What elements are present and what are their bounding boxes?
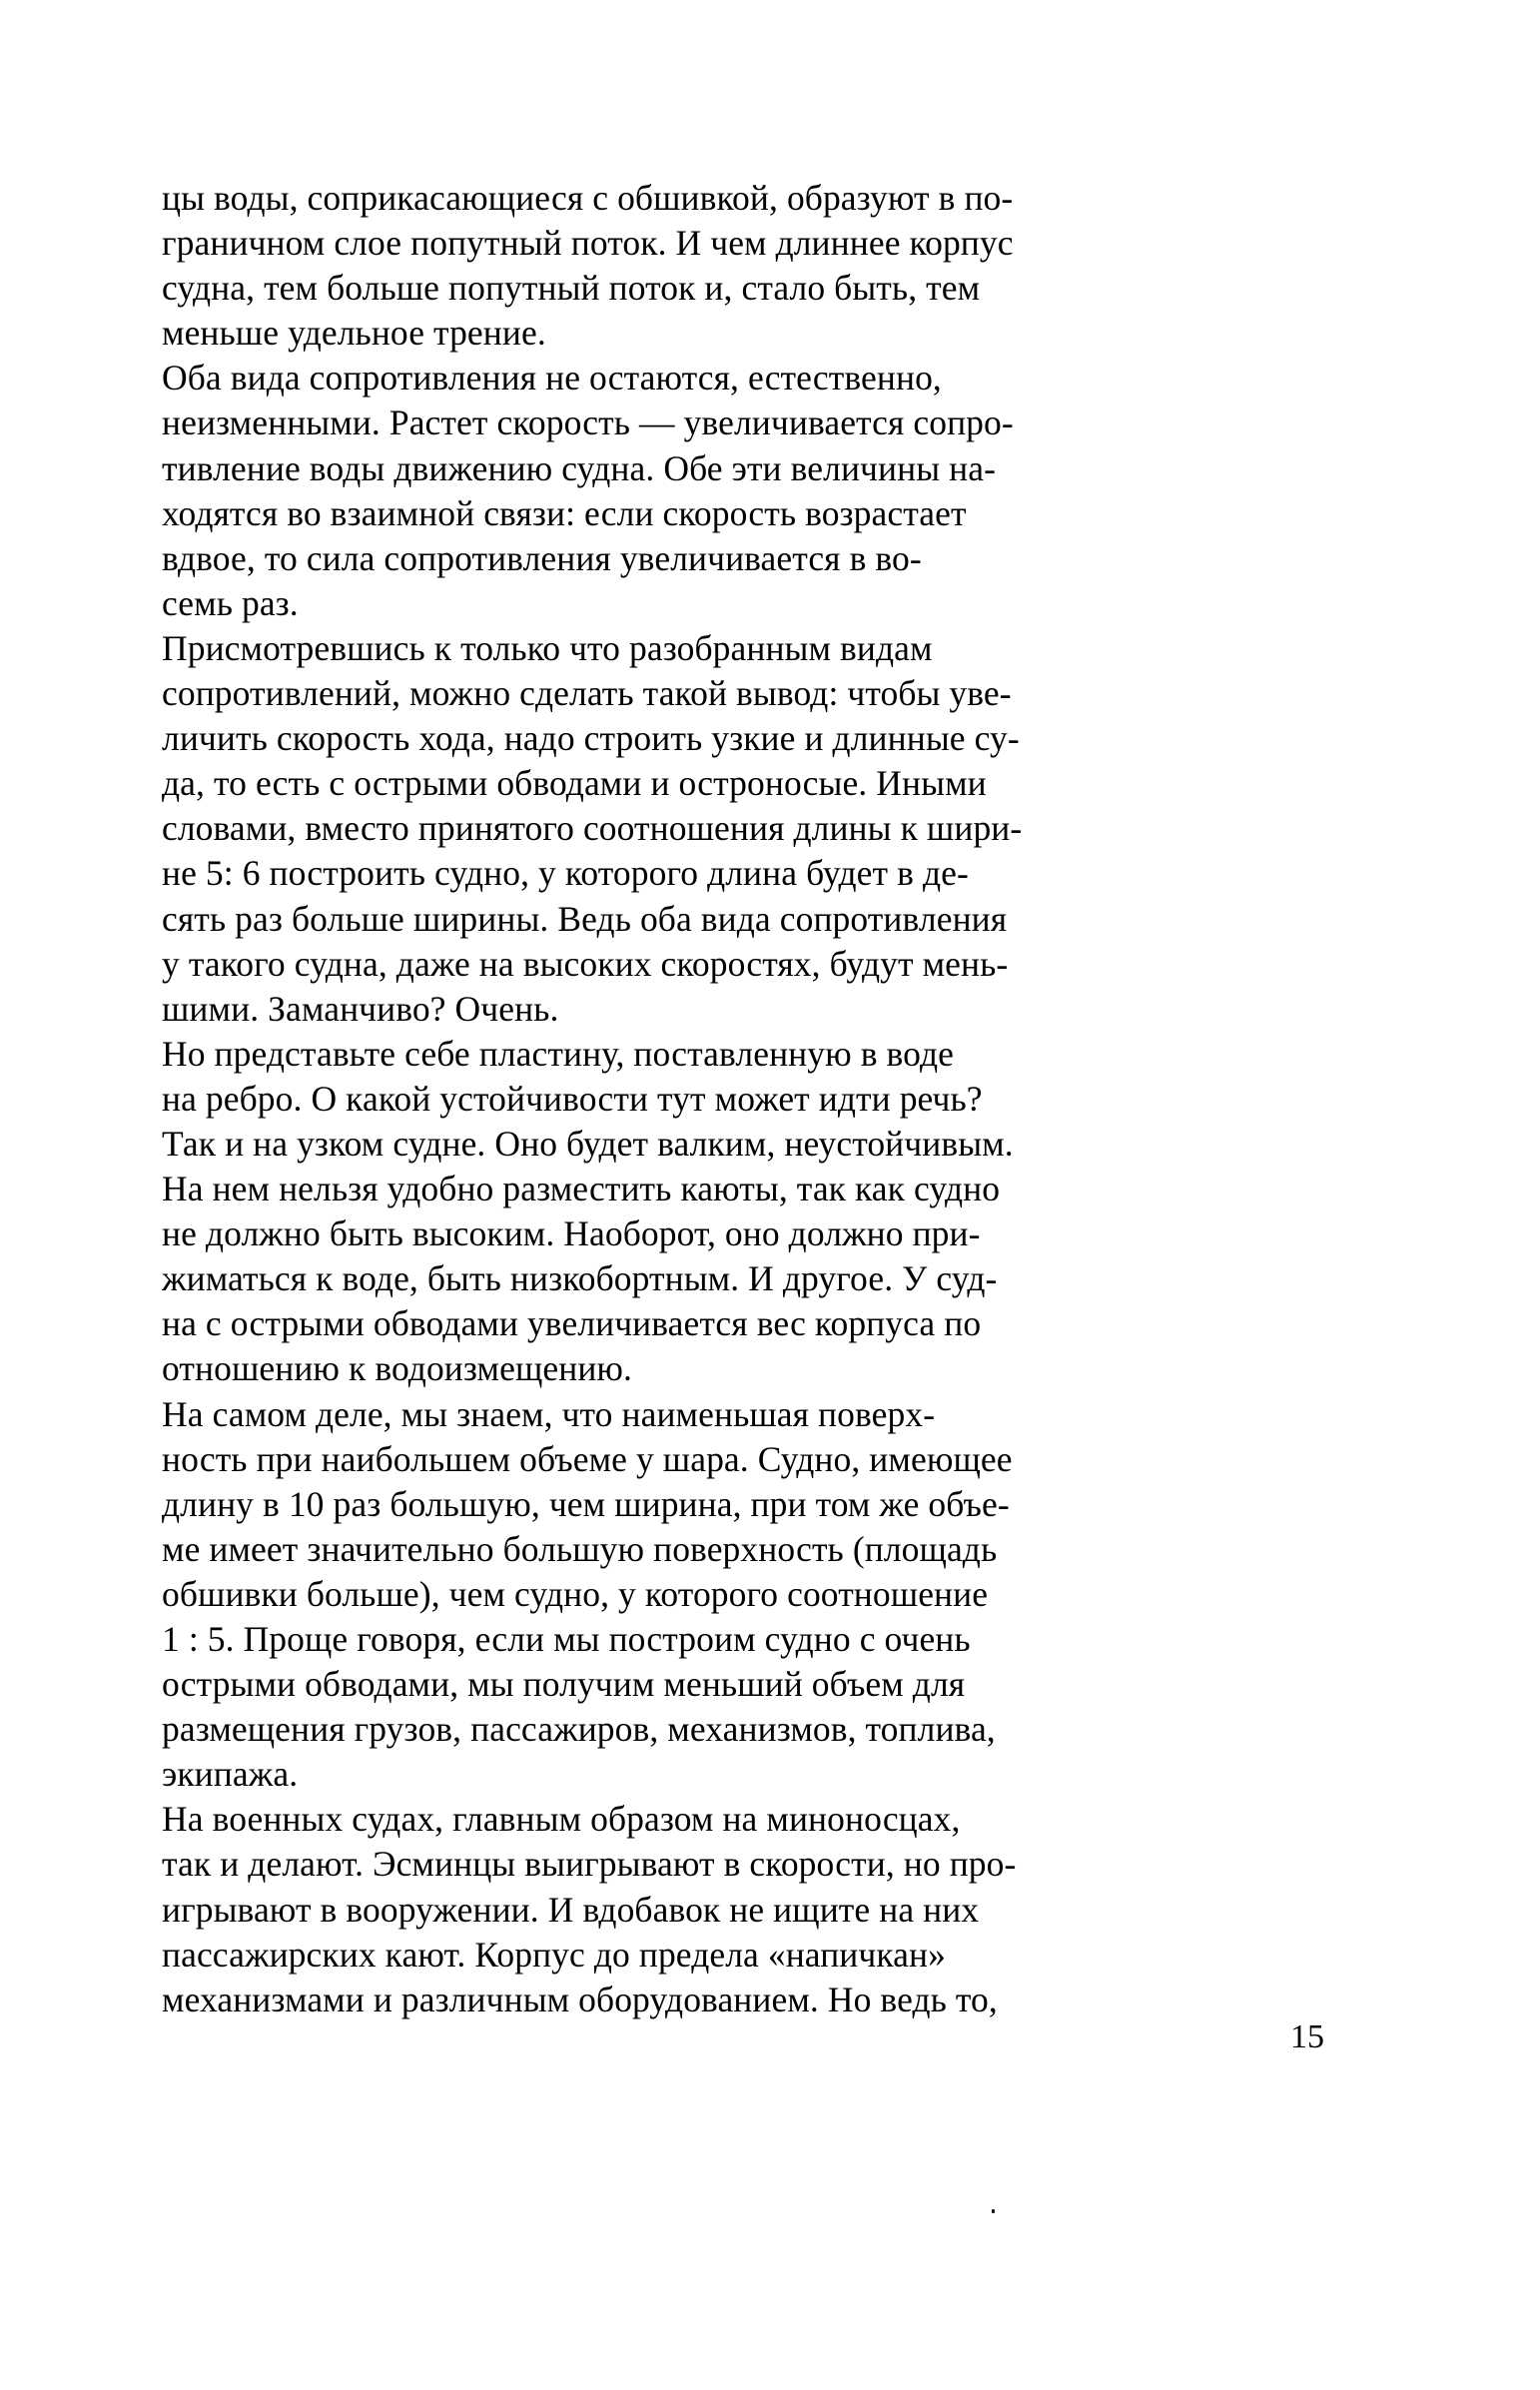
text-line	[162, 851, 1324, 896]
line-text: у такого судна, даже на высоких скоростях, будут мень-	[162, 943, 1009, 984]
line-text: Но представьте себе пластину, поставленную в воде	[162, 1033, 955, 1074]
text-line	[162, 491, 1324, 536]
text-line	[162, 400, 1324, 445]
text-line	[162, 761, 1324, 806]
line-text: семь раз.	[162, 582, 299, 623]
paragraph	[162, 176, 1324, 356]
text-line	[162, 446, 1324, 491]
line-text: длину в 10 раз большую, чем ширина, при том же объе-	[162, 1483, 1010, 1524]
line-text: вдвое, то сила сопротивления увеличивается в во-	[162, 537, 922, 578]
line-text: На самом деле, мы знаем, что наименьшая поверх-	[162, 1393, 936, 1434]
text-line	[162, 1256, 1324, 1301]
line-text: игрывают в вооружении. И вдобавок не ищите на них	[162, 1889, 980, 1930]
text-line	[162, 1527, 1324, 1572]
line-text: граничном слое попутный поток. И чем длиннее корпус	[162, 223, 1014, 264]
text-line	[162, 987, 1324, 1032]
line-text: так и делают. Эсминцы выигрывают в скорости, но про-	[162, 1844, 1017, 1885]
text-line	[162, 1301, 1324, 1346]
text-line	[162, 671, 1324, 716]
line-text: обшивки больше), чем судно, у которого соотношение	[162, 1573, 989, 1614]
text-line	[162, 311, 1324, 356]
paragraph	[162, 626, 1324, 1032]
line-text: На военных судах, главным образом на миноносцах,	[162, 1799, 961, 1840]
text-line	[162, 1437, 1324, 1482]
line-text: не должно быть высоким. Наоборот, оно должно при-	[162, 1213, 981, 1254]
line-text: сопротивлений, можно сделать такой вывод: чтобы уве-	[162, 673, 1012, 714]
line-text: не 5: 6 построить судно, у которого длина будет в де-	[162, 853, 969, 894]
line-text: меньше удельное трение.	[162, 313, 546, 354]
text-line	[162, 221, 1324, 266]
line-text: на ребро. О какой устойчивости тут может идти речь?	[162, 1078, 983, 1119]
text-line	[162, 1122, 1324, 1167]
scan-speck-artifact	[992, 2209, 995, 2213]
line-text: механизмами и различным оборудованием. Но ведь то,	[162, 1979, 998, 2019]
line-text: неизменными. Растет скорость — увеличивается сопро-	[162, 402, 1014, 443]
text-line	[162, 626, 1324, 671]
text-line	[162, 942, 1324, 987]
line-text: ходятся во взаимной связи: если скорость возрастает	[162, 492, 967, 533]
text-line	[162, 1662, 1324, 1707]
text-line	[162, 716, 1324, 761]
line-text: шими. Заманчиво? Очень.	[162, 988, 559, 1029]
text-line	[162, 1707, 1324, 1752]
text-line	[162, 1752, 1324, 1797]
line-text: тивление воды движению судна. Обе эти величины на-	[162, 447, 997, 488]
paragraph	[162, 1392, 1324, 1798]
text-line	[162, 1617, 1324, 1662]
paragraph	[162, 1797, 1324, 2021]
line-text: ность при наибольшем объеме у шара. Судно, имеющее	[162, 1438, 1013, 1479]
line-text: сять раз больше ширины. Ведь оба вида сопротивления	[162, 898, 1008, 939]
text-line	[162, 1572, 1324, 1617]
line-text: пассажирских кают. Корпус до предела «напичкан»	[162, 1934, 946, 1975]
text-line	[162, 1888, 1324, 1933]
line-text: отношению к водоизмещению.	[162, 1348, 633, 1389]
text-line	[162, 806, 1324, 851]
line-text: жиматься к воде, быть низкобортным. И другое. У суд-	[162, 1258, 998, 1299]
page-text-block	[162, 176, 1324, 2022]
text-line	[162, 1346, 1324, 1391]
line-text: ме имеет значительно большую поверхность (площадь	[162, 1528, 998, 1569]
text-line	[162, 1077, 1324, 1122]
line-text: словами, вместо принятого соотношения длины к шири-	[162, 808, 1023, 849]
text-line	[162, 1211, 1324, 1256]
text-line	[162, 536, 1324, 581]
line-text: на с острыми обводами увеличивается вес корпуса по	[162, 1303, 982, 1344]
text-line	[162, 581, 1324, 626]
line-text: размещения грузов, пассажиров, механизмов, топлива,	[162, 1709, 996, 1750]
text-line	[162, 897, 1324, 942]
line-text: да, то есть с острыми обводами и остроносые. Иными	[162, 763, 987, 804]
line-text: цы воды, соприкасающиеся с обшивкой, образуют в по-	[162, 178, 1014, 218]
text-line	[162, 1167, 1324, 1211]
line-text: судна, тем больше попутный поток и, стало быть, тем	[162, 268, 981, 309]
text-line	[162, 356, 1324, 400]
page-number: 15	[1290, 2018, 1324, 2055]
text-line	[162, 1482, 1324, 1527]
text-line	[162, 1797, 1324, 1842]
paragraph	[162, 1032, 1324, 1392]
line-text: Присмотревшись к только что разобранным видам	[162, 627, 933, 668]
text-line	[162, 1933, 1324, 1978]
text-line	[162, 1978, 1324, 2022]
text-line	[162, 1842, 1324, 1887]
text-line	[162, 176, 1324, 221]
text-line	[162, 1392, 1324, 1437]
line-text: На нем нельзя удобно разместить каюты, так как судно	[162, 1169, 1001, 1209]
line-text: экипажа.	[162, 1754, 299, 1795]
line-text: 1 : 5. Проще говоря, если мы построим судно с очень	[162, 1619, 971, 1659]
line-text: Так и на узком судне. Оно будет валким, неустойчивым.	[162, 1123, 1014, 1164]
text-line	[162, 1032, 1324, 1077]
line-text: личить скорость хода, надо строить узкие и длинные су-	[162, 718, 1020, 759]
text-line	[162, 266, 1324, 311]
line-text: Оба вида сопротивления не остаются, естественно,	[162, 358, 942, 398]
line-text: острыми обводами, мы получим меньший объем для	[162, 1664, 966, 1705]
paragraph	[162, 356, 1324, 626]
